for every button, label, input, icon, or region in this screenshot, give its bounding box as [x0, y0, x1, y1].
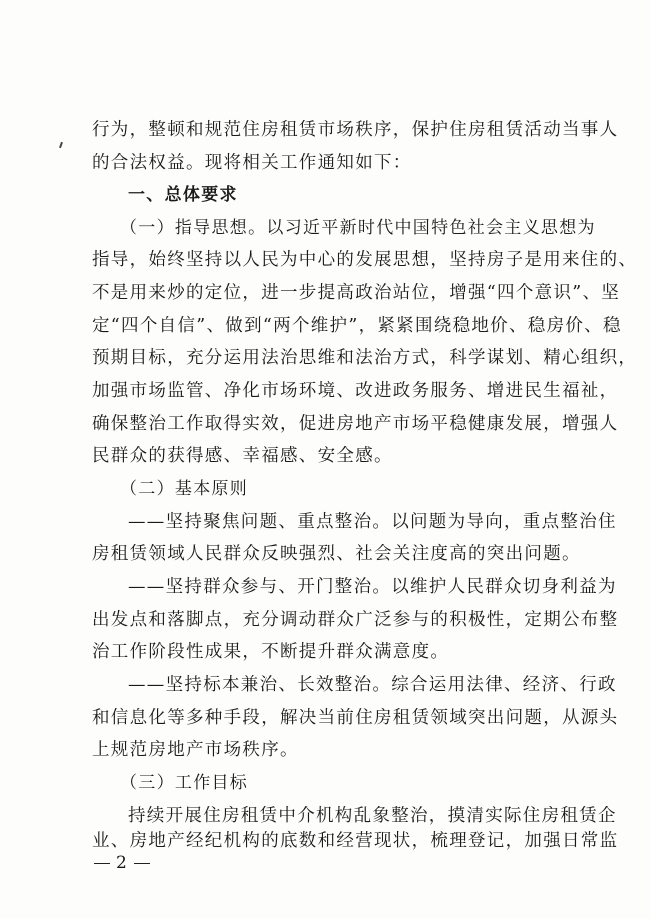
section-heading: 一、总体要求: [128, 185, 238, 205]
footer-dash-right: [134, 863, 150, 864]
text-line: 治工作阶段性成果，不断提升群众满意度。: [92, 642, 450, 662]
text-line: 指导，始终坚持以人民为中心的发展思想，坚持房子是用来住的、: [92, 250, 638, 270]
text-line: 房租赁领域人民群众反映强烈、社会关注度高的突出问题。: [92, 544, 581, 564]
text-line: 业、房地产经纪机构的底数和经营现状，梳理登记，加强日常监: [92, 831, 619, 851]
footer-dash-left: [94, 863, 110, 864]
page-footer: [88, 853, 156, 873]
text-line: 上规范房地产市场秩序。: [92, 740, 299, 760]
text-line: 民群众的获得感、幸福感、安全感。: [92, 446, 393, 466]
text-line: ——坚持聚焦问题、重点整治。以问题为导向，重点整治住: [128, 512, 617, 532]
text-line: 不是用来炒的定位，进一步提高政治站位，增强“四个意识”、坚: [92, 283, 621, 303]
text-line: 行为，整顿和规范住房租赁市场秩序，保护住房租赁活动当事人: [92, 120, 619, 140]
text-line: 的合法权益。现将相关工作通知如下：: [92, 153, 412, 173]
page-number: 2: [116, 853, 128, 873]
subsection-heading: （二）基本原则: [120, 479, 249, 499]
text-line: 持续开展住房租赁中介机构乱象整治，摸清实际住房租赁企: [128, 806, 617, 826]
stray-mark: [59, 142, 63, 148]
text-line: 加强市场监管、净化市场环境、改进政务服务、增进民生福祉，: [92, 381, 619, 401]
text-line: 预期目标，充分运用法治思维和法治方式，科学谋划、精心组织，: [92, 348, 638, 368]
subsection-heading: （三）工作目标: [120, 773, 249, 793]
text-line: ——坚持标本兼治、长效整治。综合运用法律、经济、行政: [128, 675, 617, 695]
text-line: 出发点和落脚点，充分调动群众广泛参与的积极性，定期公布整: [92, 610, 619, 630]
text-line: 和信息化等多种手段，解决当前住房租赁领域突出问题，从源头: [92, 708, 619, 728]
text-line: 定“四个自信”、做到“两个维护”，紧紧围绕稳地价、稳房价、稳: [92, 316, 622, 336]
text-line: （一）指导思想。以习近平新时代中国特色社会主义思想为: [120, 218, 596, 238]
text-line: ——坚持群众参与、开门整治。以维护人民群众切身利益为: [128, 577, 617, 597]
text-line: 确保整治工作取得实效，促进房地产市场平稳健康发展，增强人: [92, 414, 619, 434]
